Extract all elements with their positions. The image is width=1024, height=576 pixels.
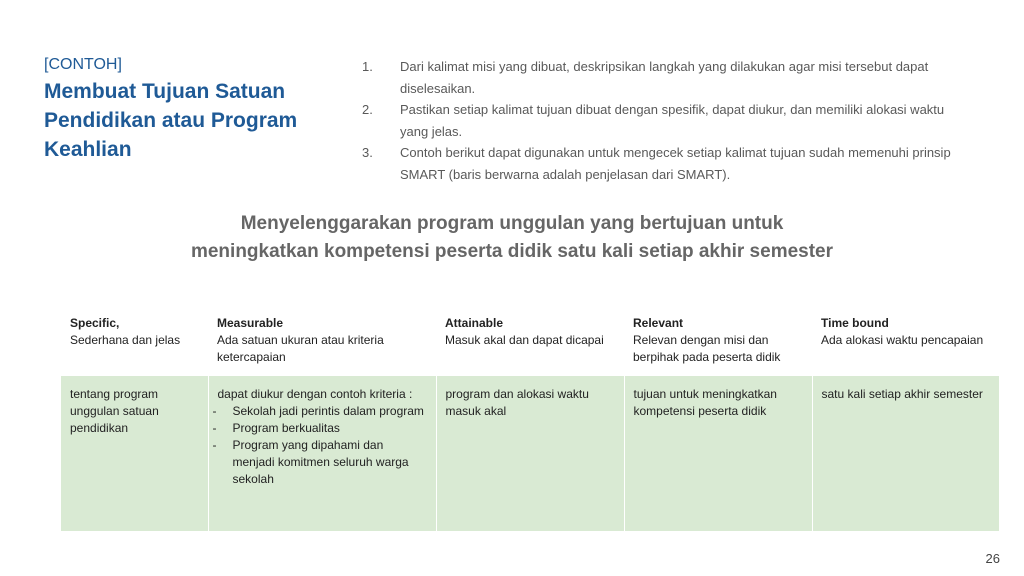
header-desc: Masuk akal dan dapat dicapai xyxy=(445,333,604,347)
smart-header-row xyxy=(61,312,999,376)
step-item xyxy=(362,142,972,185)
step-text: Contoh berikut dapat digunakan untuk mengecek setiap kalimat tujuan sudah memenuhi prinsip SMART (baris berwarna adalah penjelasan dari SMART). xyxy=(400,145,951,182)
cell-attainable: program dan alokasi waktu masuk akal xyxy=(436,376,624,531)
step-item xyxy=(362,99,972,142)
header-term: Time bound xyxy=(821,316,889,330)
header-measurable xyxy=(208,312,436,376)
page-number: 26 xyxy=(985,551,1000,566)
header-desc: Ada satuan ukuran atau kriteria ketercapaian xyxy=(217,333,384,364)
step-text: Pastikan setiap kalimat tujuan dibuat dengan spesifik, dapat diukur, dan memiliki alokasi waktu yang jelas. xyxy=(400,102,945,139)
header-desc: Relevan dengan misi dan berpihak pada peserta didik xyxy=(633,333,781,364)
step-text: Dari kalimat misi yang dibuat, deskripsikan langkah yang dilakukan agar misi tersebut dapat diselesaikan. xyxy=(400,59,929,96)
measurable-intro: dapat diukur dengan contoh kriteria : xyxy=(217,387,413,401)
step-number: 1. xyxy=(362,59,373,74)
cell-relevant: tujuan untuk meningkatkan kompetensi peserta didik xyxy=(624,376,812,531)
criteria-item: - Program berkualitas xyxy=(218,420,428,437)
step-item xyxy=(362,56,972,99)
slide-title: Membuat Tujuan Satuan Pendidikan atau Program Keahlian xyxy=(44,80,298,161)
header-term: Relevant xyxy=(633,316,684,330)
header-term: Measurable xyxy=(217,316,284,330)
steps-list xyxy=(362,56,972,185)
step-number: 2. xyxy=(362,102,373,117)
cell-specific: tentang program unggulan satuan pendidikan xyxy=(61,376,208,531)
criteria-item: - Sekolah jadi perintis dalam program xyxy=(218,403,428,420)
header-time-bound xyxy=(812,312,999,376)
cell-measurable xyxy=(208,376,436,531)
header-term: Specific, xyxy=(70,316,120,330)
goal-line-2: meningkatkan kompetensi peserta didik satu kali setiap akhir semester xyxy=(190,241,834,262)
header-term: Attainable xyxy=(445,316,504,330)
header-desc: Sederhana dan jelas xyxy=(70,333,181,347)
header-relevant xyxy=(624,312,812,376)
smart-table xyxy=(61,312,999,531)
criteria-item: - Program yang dipahami dan menjadi komitmen seluruh warga sekolah xyxy=(218,437,428,488)
goal-statement xyxy=(100,210,924,266)
step-number: 3. xyxy=(362,145,373,160)
cell-time-bound: satu kali setiap akhir semester xyxy=(812,376,999,531)
header-specific xyxy=(61,312,208,376)
example-tag: [CONTOH] xyxy=(44,56,122,73)
header-desc: Ada alokasi waktu pencapaian xyxy=(821,333,984,347)
smart-example-row xyxy=(61,376,999,531)
header-attainable xyxy=(436,312,624,376)
criteria-list xyxy=(218,403,428,488)
goal-line-1: Menyelenggarakan program unggulan yang bertujuan untuk xyxy=(240,213,784,234)
